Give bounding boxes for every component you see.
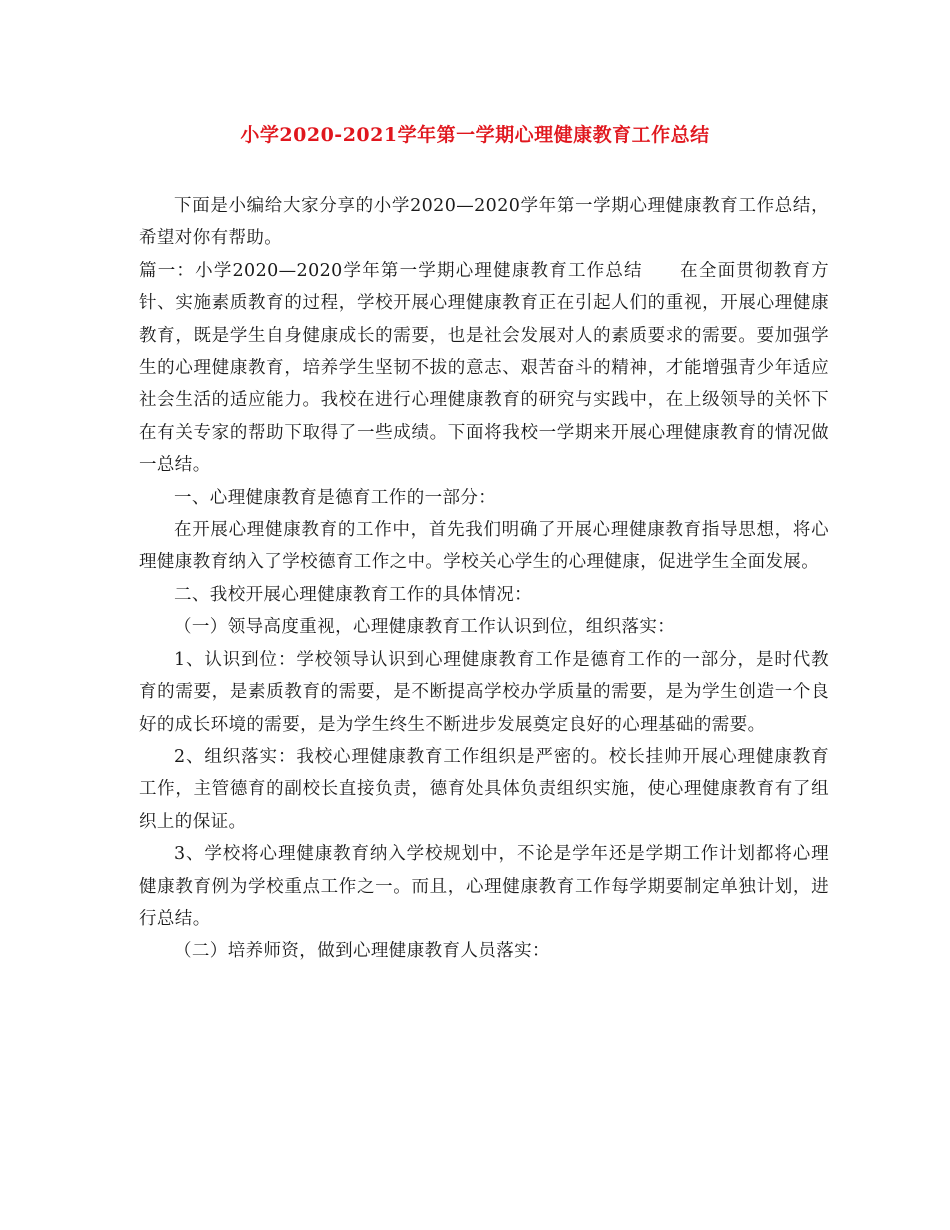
section-heading-two: 二、我校开展心理健康教育工作的具体情况： bbox=[174, 584, 532, 605]
document-body bbox=[139, 190, 829, 968]
section-heading-one: 一、心理健康教育是德育工作的一部分： bbox=[174, 487, 497, 508]
document-title: 小学2020-2021学年第一学期心理健康教育工作总结 bbox=[240, 124, 710, 146]
paragraph-item-two: 2、组织落实：我校心理健康教育工作组织是严密的。校长挂帅开展心理健康教育工作，主管德育的副校长直接负责，德育处具体负责组织实施，使心理健康教育有了组织上的保证。 bbox=[139, 746, 829, 832]
paragraph-intro: 下面是小编给大家分享的小学2020—2020学年第一学期心理健康教育工作总结，希望对你有帮助。 bbox=[139, 196, 829, 249]
subsection-heading-two: （二）培养师资，做到心理健康教育人员落实： bbox=[174, 941, 550, 962]
paragraph-item-one: 1、认识到位：学校领导认识到心理健康教育工作是德育工作的一部分，是时代教育的需要，是素质教育的需要，是不断提高学校办学质量的需要，是为学生创造一个良好的成长环境的需要，是为学生终生不断进步发展奠定良好的心理基础的需要。 bbox=[139, 649, 829, 735]
paragraph-guiding-idea: 在开展心理健康教育的工作中，首先我们明确了开展心理健康教育指导思想，将心理健康教育纳入了学校德育工作之中。学校关心学生的心理健康，促进学生全面发展。 bbox=[139, 520, 829, 573]
subsection-heading-one: （一）领导高度重视，心理健康教育工作认识到位，组织落实： bbox=[174, 617, 676, 638]
paragraph-item-three: 3、学校将心理健康教育纳入学校规划中，不论是学年还是学期工作计划都将心理健康教育例为学校重点工作之一。而且，心理健康教育工作每学期要制定单独计划，进行总结。 bbox=[139, 844, 829, 929]
paragraph-part-one: 篇一：小学2020—2020学年第一学期心理健康教育工作总结 在全面贯彻教育方针、实施素质教育的过程，学校开展心理健康教育正在引起人们的重视，开展心理健康教育，既是学生自身健康成长的需要，也是社会发展对人的素质要求的需要。要加强学生的心理健康教育，培养学生坚韧不拔的意志、艰苦奋斗的精神，才能增强青少年适应社会生活的适应能力。我校在进行心理健康教育的研究与实践中，在上级领导的关怀下在有关专家的帮助下取得了一些成绩。下面将我校一学期来开展心理健康教育的情况做一总结。 bbox=[139, 260, 829, 476]
